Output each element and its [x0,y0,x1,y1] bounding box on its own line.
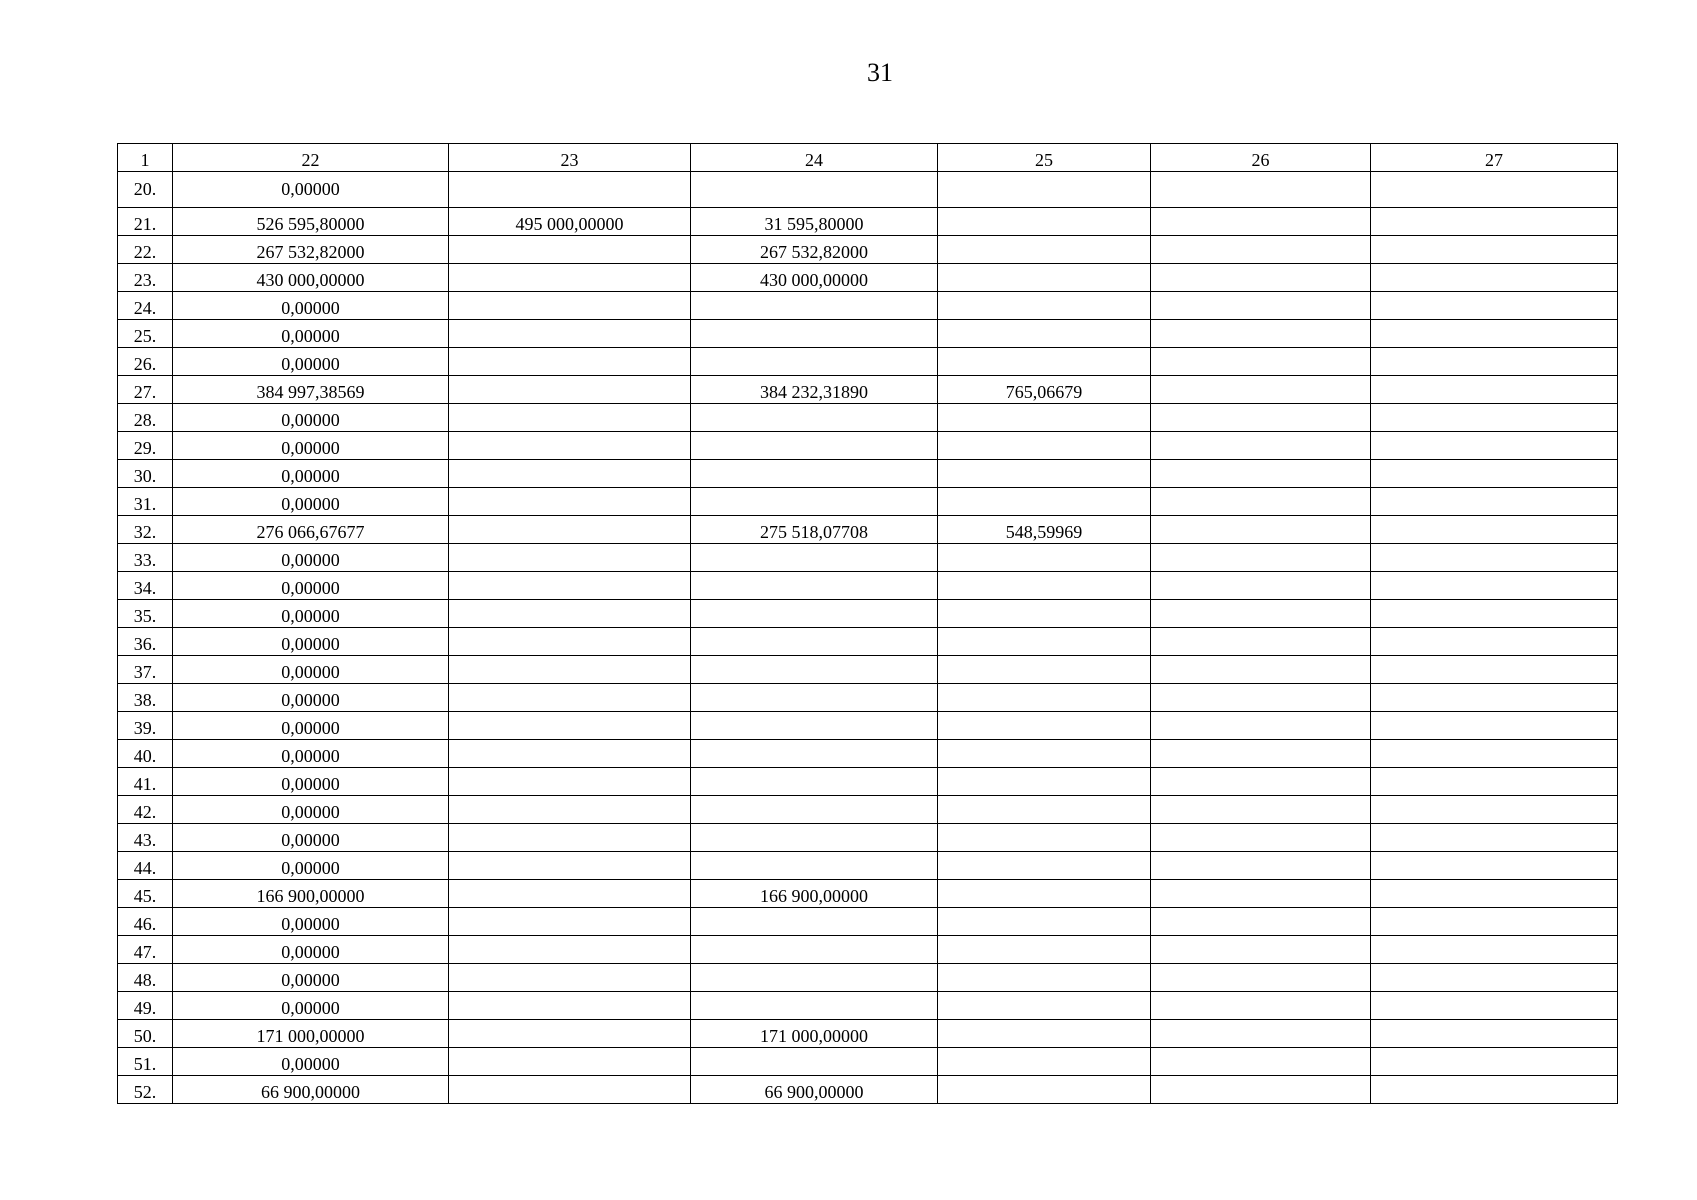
row-number-cell: 28. [118,404,173,432]
table-cell [449,460,691,488]
table-row [118,488,1618,516]
table-cell [1371,264,1618,292]
table-cell [691,992,938,1020]
table-cell: 171 000,00000 [691,1020,938,1048]
table-cell [1371,236,1618,264]
table-cell [1371,880,1618,908]
table-cell: 267 532,82000 [691,236,938,264]
table-row [118,880,1618,908]
row-number-cell: 32. [118,516,173,544]
page-number: 31 [867,58,893,87]
column-header: 1 [118,144,173,172]
table-cell [449,348,691,376]
table-cell [449,544,691,572]
table-cell [449,964,691,992]
table-cell [938,796,1151,824]
column-header: 26 [1151,144,1371,172]
row-number-cell: 20. [118,172,173,208]
table-cell [1371,172,1618,208]
column-header: 22 [173,144,449,172]
row-number-cell: 22. [118,236,173,264]
table-cell [1151,740,1371,768]
table-cell [938,908,1151,936]
table-row [118,1020,1618,1048]
column-header: 23 [449,144,691,172]
table-cell [1151,432,1371,460]
table-cell [691,684,938,712]
table-row [118,964,1618,992]
table-cell: 0,00000 [173,712,449,740]
table-cell [449,600,691,628]
column-header: 27 [1371,144,1618,172]
table-cell [1151,600,1371,628]
table-cell: 0,00000 [173,796,449,824]
table-cell [1151,1076,1371,1104]
table-cell: 0,00000 [173,684,449,712]
row-number-cell: 27. [118,376,173,404]
table-cell [1371,208,1618,236]
table-cell [938,712,1151,740]
table-cell [938,404,1151,432]
table-cell: 0,00000 [173,628,449,656]
table-cell [691,824,938,852]
table-cell [691,172,938,208]
table-row [118,740,1618,768]
table-cell [449,936,691,964]
table-cell [691,404,938,432]
table-cell [449,712,691,740]
table-cell [449,572,691,600]
column-header: 25 [938,144,1151,172]
table-cell [691,964,938,992]
table-row [118,544,1618,572]
table-cell [938,656,1151,684]
table-cell [938,572,1151,600]
table-cell: 0,00000 [173,824,449,852]
table-cell [1371,740,1618,768]
table-cell [938,208,1151,236]
table-cell [1371,628,1618,656]
table-cell [1371,852,1618,880]
table-cell: 276 066,67677 [173,516,449,544]
table-cell [1151,516,1371,544]
row-number-cell: 25. [118,320,173,348]
table-row [118,376,1618,404]
table-cell [1151,208,1371,236]
table-cell [938,628,1151,656]
table-cell [691,544,938,572]
table-cell [938,852,1151,880]
table-cell [938,320,1151,348]
table-cell [691,348,938,376]
table-row [118,796,1618,824]
row-number-cell: 30. [118,460,173,488]
table-cell [1151,544,1371,572]
table-cell: 0,00000 [173,656,449,684]
table-row [118,656,1618,684]
table-cell [691,488,938,516]
row-number-cell: 52. [118,1076,173,1104]
table-cell [1151,460,1371,488]
table-header [118,144,1618,172]
table-cell [1371,292,1618,320]
table-cell [1151,320,1371,348]
table-cell [1371,600,1618,628]
table-cell: 166 900,00000 [691,880,938,908]
table-row [118,460,1618,488]
table-cell [1151,264,1371,292]
table-row [118,348,1618,376]
table-row [118,768,1618,796]
table-cell [1151,236,1371,264]
table-row [118,628,1618,656]
table-cell: 0,00000 [173,172,449,208]
table-cell [1371,432,1618,460]
table-cell [449,824,691,852]
table-cell: 384 997,38569 [173,376,449,404]
table-cell [1371,516,1618,544]
table-cell [1371,796,1618,824]
row-number-cell: 36. [118,628,173,656]
table-cell [1371,712,1618,740]
table-cell: 495 000,00000 [449,208,691,236]
table-cell: 0,00000 [173,460,449,488]
table-row [118,824,1618,852]
table-cell: 0,00000 [173,740,449,768]
table-cell [1151,376,1371,404]
table-cell [1371,460,1618,488]
table-cell [449,376,691,404]
table-cell [1151,404,1371,432]
table-cell [938,1076,1151,1104]
table-cell [449,432,691,460]
table-row [118,292,1618,320]
table-cell [449,236,691,264]
table-cell [691,600,938,628]
table-cell [938,936,1151,964]
table-cell [449,684,691,712]
table-cell [938,264,1151,292]
table-cell [1371,572,1618,600]
table-cell [691,852,938,880]
table-row [118,320,1618,348]
table-cell [1371,768,1618,796]
table-row [118,992,1618,1020]
table-cell: 548,59969 [938,516,1151,544]
table-cell [449,404,691,432]
table-cell [691,460,938,488]
table-cell [1371,992,1618,1020]
row-number-cell: 41. [118,768,173,796]
row-number-cell: 50. [118,1020,173,1048]
table-cell [938,460,1151,488]
table-cell: 526 595,80000 [173,208,449,236]
table-cell [691,908,938,936]
table-cell [1151,628,1371,656]
table-cell [449,488,691,516]
table-cell: 171 000,00000 [173,1020,449,1048]
table-cell: 0,00000 [173,348,449,376]
table-cell [691,628,938,656]
table-cell: 0,00000 [173,852,449,880]
table-row [118,712,1618,740]
table-cell [1151,908,1371,936]
table-row [118,936,1618,964]
table-cell [1151,712,1371,740]
table-cell: 0,00000 [173,432,449,460]
table-cell [449,264,691,292]
table-cell [449,656,691,684]
table-cell [938,544,1151,572]
row-number-cell: 37. [118,656,173,684]
table-cell [691,656,938,684]
table-cell [691,572,938,600]
row-number-cell: 48. [118,964,173,992]
table-row [118,264,1618,292]
column-header: 24 [691,144,938,172]
table-cell [1371,936,1618,964]
table-cell [938,964,1151,992]
row-number-cell: 35. [118,600,173,628]
table-cell [938,824,1151,852]
table-cell [1371,544,1618,572]
table-row [118,432,1618,460]
table-cell: 0,00000 [173,1048,449,1076]
table-cell: 0,00000 [173,600,449,628]
table-row [118,236,1618,264]
table-cell: 0,00000 [173,908,449,936]
table-cell: 0,00000 [173,964,449,992]
row-number-cell: 26. [118,348,173,376]
table-row [118,600,1618,628]
table-cell [449,852,691,880]
table-cell: 765,06679 [938,376,1151,404]
table-cell [938,768,1151,796]
row-number-cell: 47. [118,936,173,964]
table-cell [449,292,691,320]
table-row [118,1076,1618,1104]
table-cell [1371,320,1618,348]
table-cell [691,796,938,824]
table-cell [449,320,691,348]
table-cell [691,320,938,348]
table-cell [1151,824,1371,852]
table-cell [1371,488,1618,516]
table-cell [938,880,1151,908]
table-cell [449,1048,691,1076]
table-cell [1151,656,1371,684]
table-row [118,572,1618,600]
table-cell: 66 900,00000 [173,1076,449,1104]
row-number-cell: 31. [118,488,173,516]
row-number-cell: 38. [118,684,173,712]
table-cell [938,600,1151,628]
table-cell [1151,488,1371,516]
table-cell: 0,00000 [173,544,449,572]
table-cell [1151,572,1371,600]
row-number-cell: 49. [118,992,173,1020]
table-row [118,516,1618,544]
table-cell: 430 000,00000 [691,264,938,292]
table-row [118,684,1618,712]
table-cell [449,768,691,796]
row-number-cell: 34. [118,572,173,600]
table-cell: 384 232,31890 [691,376,938,404]
table-cell [449,880,691,908]
table-cell [1151,684,1371,712]
table-cell [449,1076,691,1104]
row-number-cell: 29. [118,432,173,460]
row-number-cell: 44. [118,852,173,880]
row-number-cell: 21. [118,208,173,236]
table-cell [938,172,1151,208]
table-cell [1371,376,1618,404]
table-cell [1151,1048,1371,1076]
table-cell [1371,1048,1618,1076]
table-cell [449,516,691,544]
table-cell [449,740,691,768]
table-cell [938,236,1151,264]
table-cell: 0,00000 [173,320,449,348]
table-cell: 430 000,00000 [173,264,449,292]
row-number-cell: 33. [118,544,173,572]
row-number-cell: 46. [118,908,173,936]
row-number-cell: 23. [118,264,173,292]
row-number-cell: 42. [118,796,173,824]
table-cell: 166 900,00000 [173,880,449,908]
table-cell [691,712,938,740]
row-number-cell: 45. [118,880,173,908]
table-cell [1151,172,1371,208]
table-row [118,208,1618,236]
row-number-cell: 39. [118,712,173,740]
row-number-cell: 24. [118,292,173,320]
table-cell: 0,00000 [173,768,449,796]
table-cell [1371,964,1618,992]
table-cell [1151,964,1371,992]
table-cell [449,796,691,824]
table-cell [691,292,938,320]
table-cell [938,432,1151,460]
table-cell [1371,348,1618,376]
table-cell [691,740,938,768]
table-cell [938,1020,1151,1048]
table-cell [1151,768,1371,796]
table-cell [449,628,691,656]
table-cell [1151,880,1371,908]
table-cell [1151,992,1371,1020]
header-row [118,144,1618,172]
table-cell [938,488,1151,516]
table-cell: 31 595,80000 [691,208,938,236]
table-row [118,404,1618,432]
table-cell [691,936,938,964]
table-cell [1371,404,1618,432]
table-cell: 66 900,00000 [691,1076,938,1104]
table-cell [449,992,691,1020]
table-cell [938,1048,1151,1076]
table-cell [938,684,1151,712]
table-cell [938,292,1151,320]
table-cell: 0,00000 [173,572,449,600]
table-cell [1371,824,1618,852]
table-cell [1151,852,1371,880]
table-row [118,1048,1618,1076]
table-cell [938,992,1151,1020]
row-number-cell: 40. [118,740,173,768]
table-row [118,172,1618,208]
table-row [118,908,1618,936]
data-table [117,143,1618,1104]
table-cell [691,1048,938,1076]
row-number-cell: 51. [118,1048,173,1076]
table-cell [1151,796,1371,824]
table-cell [691,432,938,460]
table-cell [449,1020,691,1048]
row-number-cell: 43. [118,824,173,852]
table-cell [1371,684,1618,712]
table-cell [938,348,1151,376]
table-body [118,172,1618,1104]
table-cell: 0,00000 [173,488,449,516]
table-row [118,852,1618,880]
table-cell: 267 532,82000 [173,236,449,264]
table-cell [1151,292,1371,320]
table-cell: 275 518,07708 [691,516,938,544]
table-cell [1371,908,1618,936]
table-cell [1371,656,1618,684]
table-cell [449,172,691,208]
table-cell: 0,00000 [173,992,449,1020]
table-cell [938,740,1151,768]
table-cell: 0,00000 [173,292,449,320]
table-cell: 0,00000 [173,404,449,432]
table-cell [449,908,691,936]
table-cell [1371,1076,1618,1104]
table-cell [1151,936,1371,964]
table-cell [1371,1020,1618,1048]
table-cell [1151,1020,1371,1048]
table-cell [691,768,938,796]
table-cell: 0,00000 [173,936,449,964]
table-cell [1151,348,1371,376]
